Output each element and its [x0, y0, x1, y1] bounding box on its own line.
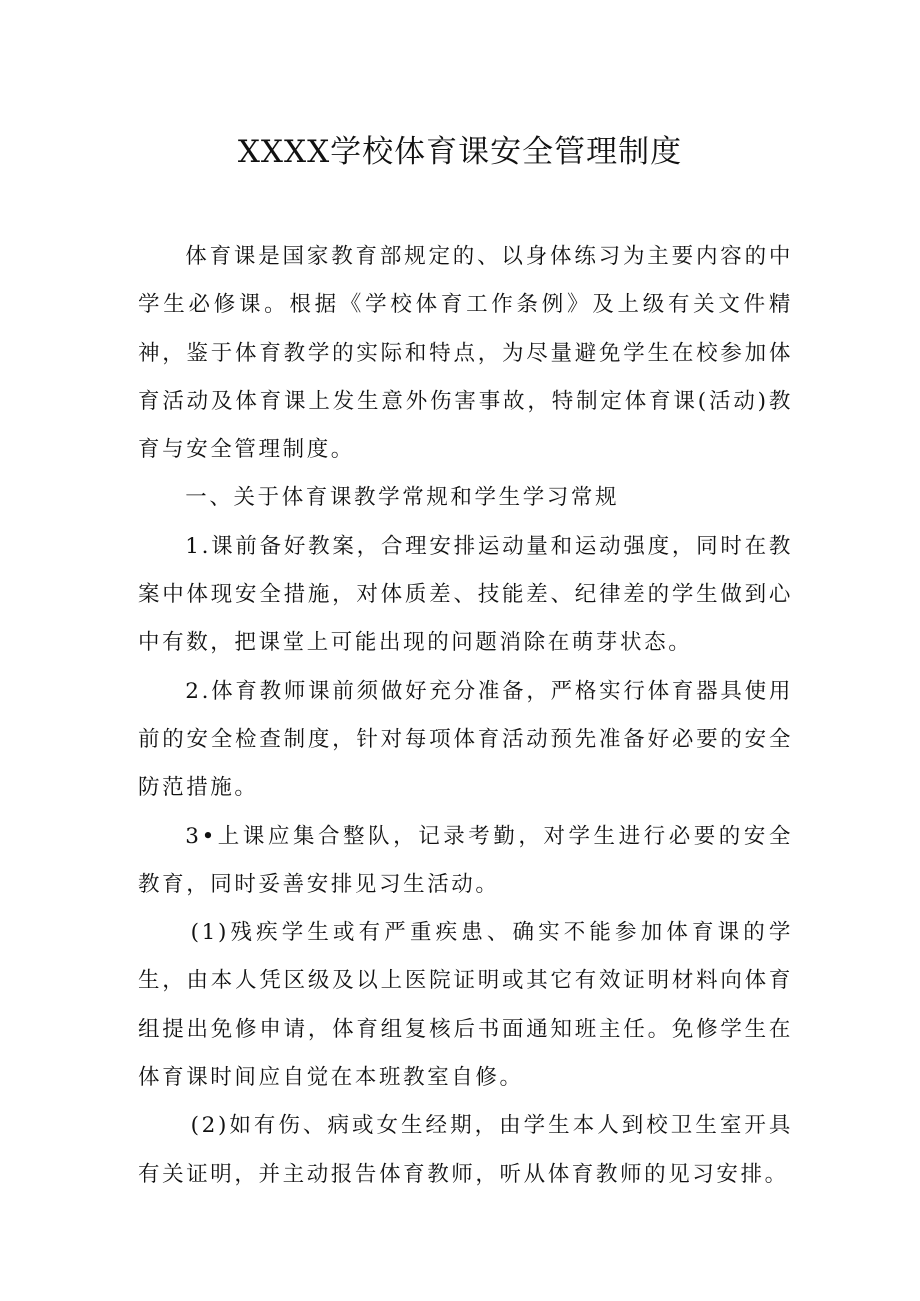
rule-paragraph-3: 3•上课应集合整队，记录考勤，对学生进行必要的安全教育，同时妥善安排见习生活动。 [138, 823, 793, 897]
document-body [138, 233, 793, 1199]
rule-paragraph-1: 1.课前备好教案，合理安排运动量和运动强度，同时在教案中体现安全措施，对体质差、技能差、纪律差的学生做到心中有数，把课堂上可能出现的问题消除在萌芽状态。 [138, 533, 793, 656]
sub-item-paragraph-2: (2)如有伤、病或女生经期，由学生本人到校卫生室开具有关证明，并主动报告体育教师，听从体育教师的见习安排。 [138, 1113, 793, 1187]
rule-paragraph-2: 2.体育教师课前须做好充分准备，严格实行体育器具使用前的安全检查制度，针对每项体育活动预先准备好必要的安全防范措施。 [138, 678, 793, 801]
section-heading: 一、关于体育课教学常规和学生学习常规 [185, 485, 620, 511]
document-title: XXXX学校体育课安全管理制度 [237, 134, 683, 170]
intro-paragraph: 体育课是国家教育部规定的、以身体练习为主要内容的中学生必修课。根据《学校体育工作条例》及上级有关文件精神，鉴于体育教学的实际和特点，为尽量避免学生在校参加体育活动及体育课上发生意外伤害事故，特制定体育课(活动)教育与安全管理制度。 [138, 244, 793, 463]
sub-item-paragraph-1: (1)残疾学生或有严重疾患、确实不能参加体育课的学生，由本人凭区级及以上医院证明或其它有效证明材料向体育组提出免修申请，体育组复核后书面通知班主任。免修学生在体育课时间应自觉在本班教室自修。 [138, 920, 793, 1091]
